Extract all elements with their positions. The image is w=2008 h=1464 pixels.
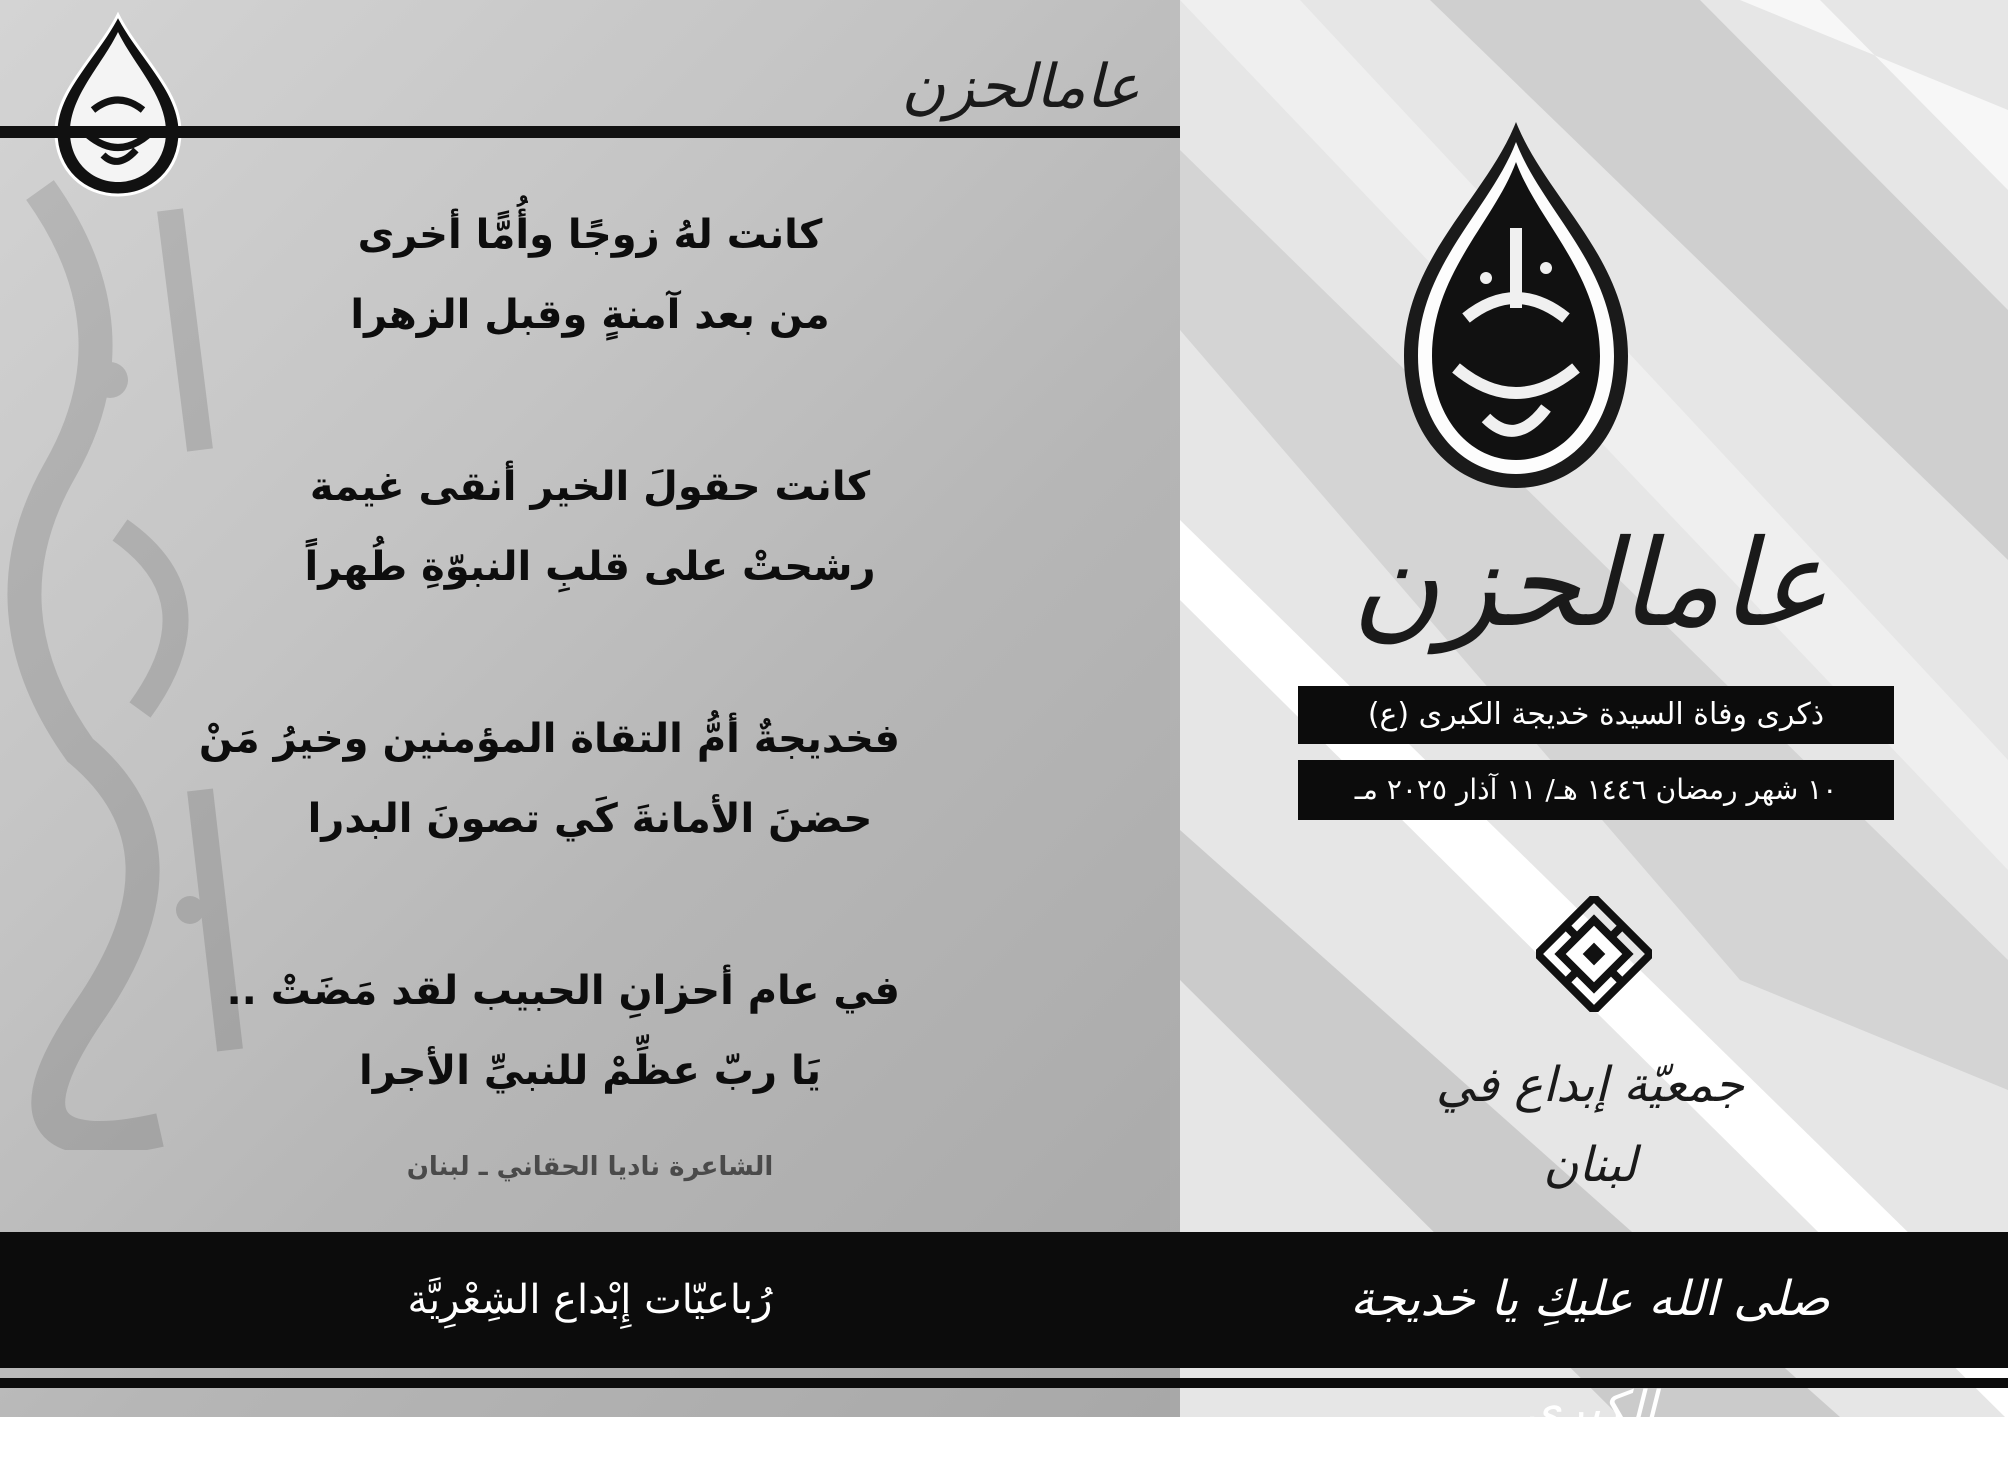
- occasion-banner: ذكرى وفاة السيدة خديجة الكبرى (ع): [1298, 686, 1894, 744]
- poem-line: من بعد آمنةٍ وقبل الزهرا: [350, 292, 830, 338]
- poem-line: كانت حقولَ الخير أنقى غيمة: [309, 464, 871, 510]
- series-title: رُباعيّات إِبْداع الشِعْرِيَّة: [407, 1277, 773, 1323]
- hero-title: عامالحزن: [1351, 515, 1829, 654]
- date-banner: ١٠ شهر رمضان ١٤٤٦ هـ/ ١١ آذار ٢٠٢٥ مـ: [1298, 760, 1894, 820]
- khadija-emblem-small: [48, 10, 188, 200]
- poet-credit: الشاعرة ناديا الحقاني ـ لبنان: [406, 1152, 774, 1182]
- poem-line: فخديجةٌ أمُّ التقاة المؤمنين وخيرُ مَنْ: [198, 716, 900, 762]
- poem: [198, 195, 900, 1203]
- poem-stanza-2: [280, 447, 900, 607]
- poem-line: حضنَ الأمانةَ كَي تصونَ البدرا: [307, 796, 873, 842]
- poem-line: في عام أحزانِ الحبيب لقد مَضَتْ ..: [226, 968, 900, 1014]
- salawat-calligraphy: صلى الله عليكِ يا خديجة الكبرى: [1350, 1271, 1830, 1437]
- poem-stanza-3: [198, 699, 900, 859]
- organization-name: جمعيّة إبداع في لبنان: [1435, 1057, 1745, 1193]
- kufic-logo: [1536, 896, 1652, 1012]
- poem-line: يَا ربّ عظِّمْ للنبيِّ الأجرا: [358, 1048, 821, 1094]
- poem-stanza-1: [280, 195, 900, 355]
- khadija-emblem: [1396, 118, 1636, 498]
- cover-page: [1180, 0, 2008, 1417]
- brand-title-small: عامالحزن: [901, 52, 1140, 122]
- poem-line: رشحتْ على قلبِ النبوّةِ طُهراً: [304, 544, 876, 590]
- poem-stanza-4: [226, 951, 900, 1111]
- poem-line: كانت لهُ زوجًا وأُمًّا أخرى: [357, 212, 823, 258]
